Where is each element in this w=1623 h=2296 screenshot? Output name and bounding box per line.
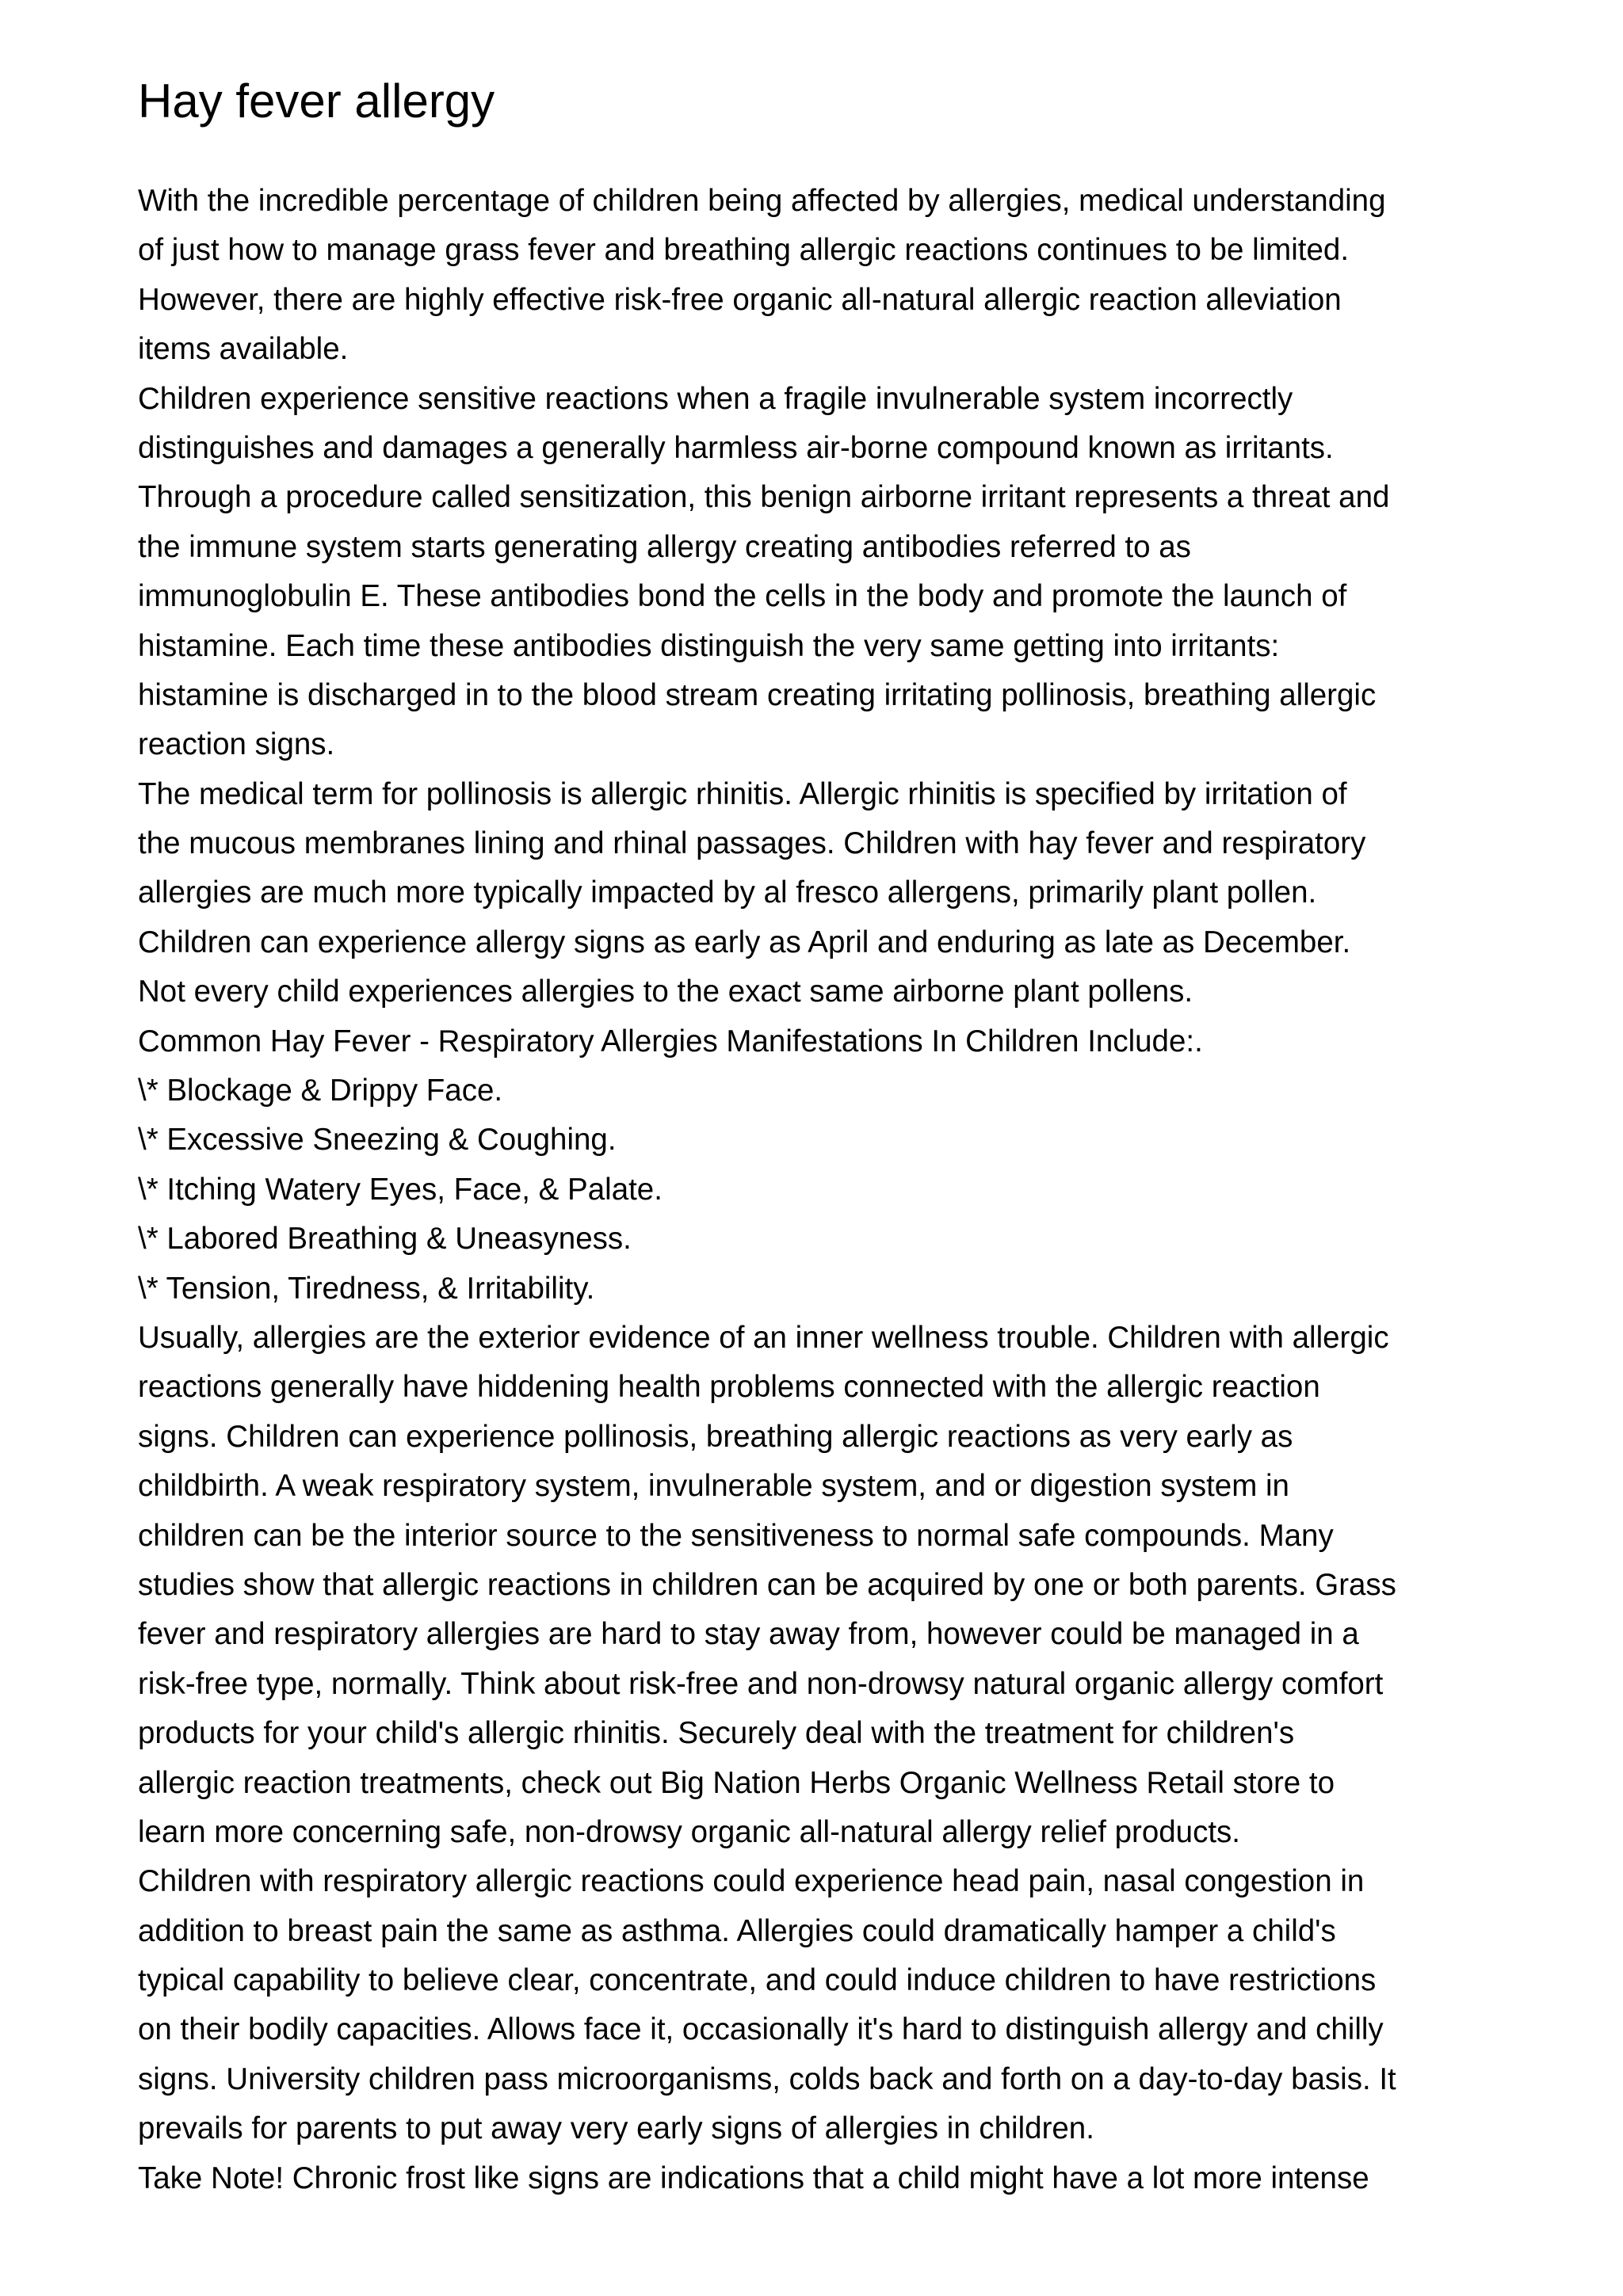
text-line: children can be the interior source to the sensitiveness to normal safe compounds. Many <box>138 1518 1334 1553</box>
text-line: histamine is discharged in to the blood stream creating irritating pollinosis, breathing allergic <box>138 677 1377 712</box>
bullet-item: \* Excessive Sneezing & Coughing. <box>138 1123 617 1158</box>
text-line: typical capability to believe clear, concentrate, and could induce children to have restrictions <box>138 1963 1377 1998</box>
document-title: Hay fever allergy <box>138 74 495 128</box>
text-line: Not every child experiences allergies to the exact same airborne plant pollens. <box>138 974 1193 1009</box>
text-line: items available. <box>138 332 349 367</box>
text-line: fever and respiratory allergies are hard to stay away from, however could be managed in a <box>138 1617 1359 1652</box>
text-line: childbirth. A weak respiratory system, invulnerable system, and or digestion system in <box>138 1469 1289 1504</box>
text-line: immunoglobulin E. These antibodies bond the cells in the body and promote the launch of <box>138 579 1347 614</box>
text-line: of just how to manage grass fever and breathing allergic reactions continues to be limited. <box>138 233 1350 268</box>
text-line: prevails for parents to put away very early signs of allergies in children. <box>138 2111 1094 2146</box>
text-line: The medical term for pollinosis is allergic rhinitis. Allergic rhinitis is specified by irritation of <box>138 776 1347 811</box>
bullet-item: \* Labored Breathing & Uneasyness. <box>138 1222 632 1257</box>
text-line: products for your child's allergic rhinitis. Securely deal with the treatment for children's <box>138 1716 1295 1751</box>
text-line: With the incredible percentage of children being affected by allergies, medical understanding <box>138 184 1386 218</box>
text-line: Through a procedure called sensitization, this benign airborne irritant represents a threat and <box>138 480 1390 515</box>
bullet-item: \* Tension, Tiredness, & Irritability. <box>138 1271 595 1306</box>
text-line: Common Hay Fever - Respiratory Allergies Manifestations In Children Include:. <box>138 1024 1203 1058</box>
text-line: Usually, allergies are the exterior evidence of an inner wellness trouble. Children with allergic <box>138 1320 1389 1355</box>
text-line: distinguishes and damages a generally harmless air-borne compound known as irritants. <box>138 430 1334 465</box>
text-line: the immune system starts generating allergy creating antibodies referred to as <box>138 529 1191 564</box>
text-line: histamine. Each time these antibodies distinguish the very same getting into irritants: <box>138 628 1280 663</box>
document-body <box>138 177 1517 2203</box>
text-line: Take Note! Chronic frost like signs are indications that a child might have a lot more intense <box>138 2161 1369 2195</box>
text-line: studies show that allergic reactions in children can be acquired by one or both parents. Grass <box>138 1567 1396 1602</box>
text-line: signs. University children pass microorganisms, colds back and forth on a day-to-day basis. It <box>138 2061 1396 2096</box>
text-line: signs. Children can experience pollinosis, breathing allergic reactions as very early as <box>138 1419 1293 1454</box>
bullet-item: \* Itching Watery Eyes, Face, & Palate. <box>138 1172 663 1207</box>
text-line: Children experience sensitive reactions when a fragile invulnerable system incorrectly <box>138 381 1293 416</box>
text-line: However, there are highly effective risk-free organic all-natural allergic reaction alleviation <box>138 282 1342 317</box>
text-line: allergies are much more typically impacted by al fresco allergens, primarily plant pollen. <box>138 875 1317 910</box>
text-line: reaction signs. <box>138 727 335 762</box>
text-line: Children can experience allergy signs as early as April and enduring as late as December. <box>138 925 1351 959</box>
text-line: reactions generally have hiddening health problems connected with the allergic reaction <box>138 1370 1320 1405</box>
text-line: learn more concerning safe, non-drowsy organic all-natural allergy relief products. <box>138 1814 1240 1849</box>
text-line: allergic reaction treatments, check out Big Nation Herbs Organic Wellness Retail store to <box>138 1765 1335 1800</box>
text-line: the mucous membranes lining and rhinal passages. Children with hay fever and respiratory <box>138 826 1366 861</box>
text-line: Children with respiratory allergic reactions could experience head pain, nasal congestion in <box>138 1864 1365 1899</box>
text-line: on their bodily capacities. Allows face it, occasionally it's hard to distinguish allergy and chilly <box>138 2012 1384 2047</box>
bullet-item: \* Blockage & Drippy Face. <box>138 1074 503 1108</box>
text-line: risk-free type, normally. Think about risk-free and non-drowsy natural organic allergy comfort <box>138 1666 1384 1701</box>
text-line: addition to breast pain the same as asthma. Allergies could dramatically hamper a child's <box>138 1913 1336 1948</box>
